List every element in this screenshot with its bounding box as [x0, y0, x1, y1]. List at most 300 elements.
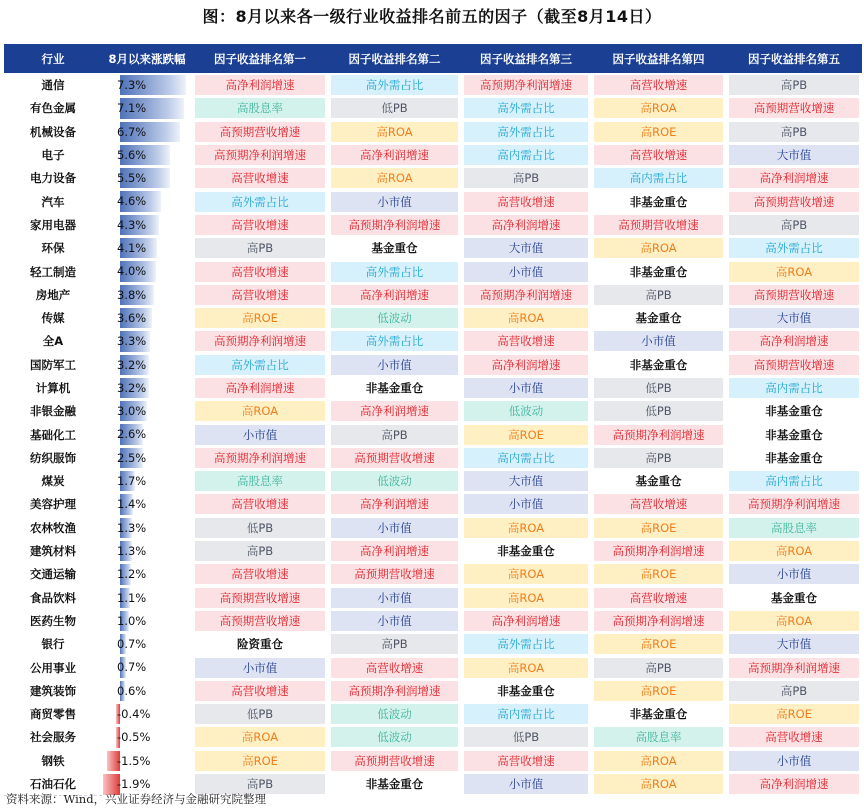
- change-value: 1.2%: [117, 567, 147, 582]
- factor-cell-rank-5: [726, 679, 862, 702]
- factor-label: 大市值: [729, 145, 859, 165]
- industry-cell: 传媒: [4, 306, 102, 329]
- change-cell: [102, 376, 192, 399]
- factor-label: 低波动: [331, 471, 458, 491]
- table-row: [4, 237, 862, 260]
- table-row: [4, 143, 862, 166]
- factor-label: 高预期营收增速: [729, 355, 859, 375]
- factor-cell-rank-4: [591, 726, 726, 749]
- column-header-rank-2: 因子收益排名第二: [328, 44, 461, 74]
- factor-label: 高营收增速: [195, 681, 325, 701]
- industry-cell: 建筑材料: [4, 539, 102, 562]
- factor-label: 小市值: [331, 192, 458, 212]
- table-row: [4, 306, 862, 329]
- factor-cell-rank-3: [461, 470, 591, 493]
- table-row: [4, 563, 862, 586]
- factor-label: 非基金重仓: [729, 401, 859, 421]
- change-value: 1.3%: [117, 543, 147, 558]
- factor-cell-rank-5: [726, 400, 862, 423]
- change-value: 5.5%: [117, 171, 147, 186]
- factor-cell-rank-2: [328, 74, 461, 97]
- factor-label: 高ROE: [594, 122, 723, 142]
- factor-label: 高营收增速: [464, 751, 588, 771]
- industry-cell: 食品饮料: [4, 586, 102, 609]
- factor-cell-rank-4: [591, 703, 726, 726]
- factor-label: 非基金重仓: [594, 704, 723, 724]
- factor-cell-rank-1: [192, 237, 328, 260]
- column-header-industry: 行业: [4, 44, 102, 74]
- industry-cell: 计算机: [4, 376, 102, 399]
- factor-label: 高ROE: [195, 751, 325, 771]
- factor-label: 高股息率: [195, 471, 325, 491]
- factor-cell-rank-2: [328, 516, 461, 539]
- factor-cell-rank-5: [726, 97, 862, 120]
- factor-label: 高PB: [195, 238, 325, 258]
- factor-label: 大市值: [464, 238, 588, 258]
- factor-cell-rank-4: [591, 376, 726, 399]
- factor-label: 高营收增速: [195, 564, 325, 584]
- factor-label: 高净利润增速: [729, 331, 859, 351]
- factor-cell-rank-5: [726, 726, 862, 749]
- factor-label: 高外需占比: [331, 75, 458, 95]
- column-header-rank-3: 因子收益排名第三: [461, 44, 591, 74]
- change-value: -0.5%: [117, 730, 151, 745]
- factor-cell-rank-1: [192, 539, 328, 562]
- factor-label: 高ROE: [594, 564, 723, 584]
- change-cell: [102, 609, 192, 632]
- table-row: [4, 470, 862, 493]
- factor-cell-rank-2: [328, 493, 461, 516]
- table-row: [4, 260, 862, 283]
- factor-label: 基金重仓: [594, 471, 723, 491]
- factor-cell-rank-3: [461, 539, 591, 562]
- change-value: 1.3%: [117, 520, 147, 535]
- industry-cell: 医药生物: [4, 609, 102, 632]
- column-header-rank-1: 因子收益排名第一: [192, 44, 328, 74]
- factor-label: 高PB: [729, 681, 859, 701]
- factor-cell-rank-5: [726, 353, 862, 376]
- change-value: 4.3%: [117, 217, 147, 232]
- column-header-change: 8月以来涨跌幅: [102, 44, 192, 74]
- factor-label: 高ROE: [729, 704, 859, 724]
- factor-label: 高净利润增速: [331, 541, 458, 561]
- factor-cell-rank-5: [726, 120, 862, 143]
- table-row: [4, 633, 862, 656]
- factor-cell-rank-4: [591, 446, 726, 469]
- change-value: 0.7%: [117, 637, 147, 652]
- factor-label: 高ROE: [594, 518, 723, 538]
- factor-label: 高内需占比: [464, 145, 588, 165]
- table-row: [4, 446, 862, 469]
- factor-cell-rank-3: [461, 143, 591, 166]
- header-row: [4, 44, 862, 74]
- change-cell: [102, 190, 192, 213]
- factor-cell-rank-3: [461, 376, 591, 399]
- industry-cell: 基础化工: [4, 423, 102, 446]
- factor-label: 高外需占比: [331, 262, 458, 282]
- factor-label: 高预期净利润增速: [729, 494, 859, 514]
- change-cell: [102, 633, 192, 656]
- industry-cell: 美容护理: [4, 493, 102, 516]
- factor-cell-rank-4: [591, 679, 726, 702]
- factor-label: 高预期营收增速: [594, 215, 723, 235]
- change-value: 3.8%: [117, 287, 147, 302]
- factor-cell-rank-1: [192, 586, 328, 609]
- factor-cell-rank-5: [726, 190, 862, 213]
- factor-cell-rank-5: [726, 772, 862, 795]
- change-cell: [102, 353, 192, 376]
- table-row: [4, 586, 862, 609]
- factor-label: 高外需占比: [464, 122, 588, 142]
- factor-label: 小市值: [729, 564, 859, 584]
- factor-cell-rank-5: [726, 167, 862, 190]
- factor-cell-rank-2: [328, 143, 461, 166]
- factor-label: 高内需占比: [464, 704, 588, 724]
- factor-cell-rank-2: [328, 167, 461, 190]
- factor-label: 高ROA: [594, 98, 723, 118]
- factor-label: 高预期净利润增速: [464, 285, 588, 305]
- factor-cell-rank-3: [461, 167, 591, 190]
- change-cell: [102, 423, 192, 446]
- change-cell: [102, 749, 192, 772]
- factor-cell-rank-5: [726, 539, 862, 562]
- factor-label: 高ROA: [464, 564, 588, 584]
- change-value: 4.1%: [117, 241, 147, 256]
- factor-cell-rank-5: [726, 516, 862, 539]
- factor-label: 高营收增速: [195, 168, 325, 188]
- factor-cell-rank-5: [726, 260, 862, 283]
- factor-cell-rank-1: [192, 446, 328, 469]
- factor-label: 非基金重仓: [594, 355, 723, 375]
- factor-cell-rank-4: [591, 516, 726, 539]
- factor-cell-rank-3: [461, 656, 591, 679]
- change-value: 3.0%: [117, 404, 147, 419]
- factor-label: 非基金重仓: [464, 541, 588, 561]
- factor-label: 低PB: [594, 378, 723, 398]
- factor-label: 高预期营收增速: [331, 564, 458, 584]
- factor-label: 小市值: [331, 518, 458, 538]
- factor-cell-rank-4: [591, 772, 726, 795]
- factor-cell-rank-2: [328, 563, 461, 586]
- factor-label: 高预期净利润增速: [195, 331, 325, 351]
- factor-cell-rank-2: [328, 120, 461, 143]
- factor-cell-rank-4: [591, 213, 726, 236]
- factor-cell-rank-2: [328, 772, 461, 795]
- factor-cell-rank-4: [591, 237, 726, 260]
- table-row: [4, 74, 862, 97]
- factor-label: 高营收增速: [331, 658, 458, 678]
- industry-cell: 商贸零售: [4, 703, 102, 726]
- factor-cell-rank-1: [192, 679, 328, 702]
- factor-label: 高ROE: [594, 681, 723, 701]
- factor-label: 低波动: [331, 308, 458, 328]
- factor-label: 非基金重仓: [331, 378, 458, 398]
- change-cell: [102, 679, 192, 702]
- factor-cell-rank-5: [726, 749, 862, 772]
- factor-cell-rank-1: [192, 749, 328, 772]
- factor-cell-rank-5: [726, 609, 862, 632]
- factor-label: 高PB: [195, 774, 325, 794]
- change-value: 4.0%: [117, 264, 147, 279]
- industry-cell: 建筑装饰: [4, 679, 102, 702]
- factor-cell-rank-1: [192, 353, 328, 376]
- change-cell: [102, 330, 192, 353]
- change-value: -0.4%: [117, 707, 151, 722]
- factor-label: 高内需占比: [729, 471, 859, 491]
- factor-cell-rank-5: [726, 283, 862, 306]
- factor-cell-rank-1: [192, 120, 328, 143]
- change-value: 2.5%: [117, 450, 147, 465]
- factor-cell-rank-2: [328, 446, 461, 469]
- factor-label: 高预期营收增速: [729, 98, 859, 118]
- factor-cell-rank-5: [726, 330, 862, 353]
- factor-cell-rank-4: [591, 353, 726, 376]
- factor-label: 高外需占比: [195, 355, 325, 375]
- factor-cell-rank-4: [591, 143, 726, 166]
- factor-label: 大市值: [464, 471, 588, 491]
- factor-label: 高外需占比: [331, 331, 458, 351]
- factor-cell-rank-2: [328, 330, 461, 353]
- factor-cell-rank-1: [192, 726, 328, 749]
- industry-cell: 有色金属: [4, 97, 102, 120]
- factor-label: 高净利润增速: [195, 378, 325, 398]
- factor-cell-rank-5: [726, 586, 862, 609]
- factor-cell-rank-2: [328, 609, 461, 632]
- factor-cell-rank-4: [591, 493, 726, 516]
- factor-cell-rank-2: [328, 376, 461, 399]
- factor-cell-rank-2: [328, 423, 461, 446]
- table-row: [4, 120, 862, 143]
- factor-cell-rank-4: [591, 586, 726, 609]
- factor-cell-rank-2: [328, 283, 461, 306]
- factor-cell-rank-2: [328, 190, 461, 213]
- factor-label: 低PB: [195, 704, 325, 724]
- factor-label: 高预期净利润增速: [594, 611, 723, 631]
- factor-cell-rank-3: [461, 749, 591, 772]
- factor-cell-rank-4: [591, 633, 726, 656]
- factor-label: 高ROE: [594, 634, 723, 654]
- factor-label: 高ROA: [594, 774, 723, 794]
- factor-label: 高营收增速: [594, 588, 723, 608]
- factor-label: 高内需占比: [464, 448, 588, 468]
- factor-cell-rank-2: [328, 237, 461, 260]
- factor-cell-rank-3: [461, 586, 591, 609]
- factor-cell-rank-1: [192, 400, 328, 423]
- factor-cell-rank-5: [726, 633, 862, 656]
- factor-cell-rank-3: [461, 330, 591, 353]
- industry-cell: 石油石化: [4, 772, 102, 795]
- factor-label: 高净利润增速: [729, 774, 859, 794]
- factor-label: 高营收增速: [195, 262, 325, 282]
- factor-label: 小市值: [464, 262, 588, 282]
- factor-cell-rank-2: [328, 306, 461, 329]
- industry-cell: 电子: [4, 143, 102, 166]
- factor-cell-rank-1: [192, 213, 328, 236]
- factor-label: 高ROE: [195, 308, 325, 328]
- change-value: -1.9%: [117, 776, 151, 791]
- change-cell: [102, 283, 192, 306]
- factor-cell-rank-5: [726, 423, 862, 446]
- industry-cell: 环保: [4, 237, 102, 260]
- table-body: [4, 74, 862, 796]
- factor-label: 高营收增速: [594, 75, 723, 95]
- factor-label: 高股息率: [594, 727, 723, 747]
- factor-cell-rank-5: [726, 306, 862, 329]
- change-cell: [102, 539, 192, 562]
- factor-cell-rank-1: [192, 703, 328, 726]
- table-row: [4, 213, 862, 236]
- factor-cell-rank-1: [192, 423, 328, 446]
- factor-cell-rank-2: [328, 726, 461, 749]
- factor-cell-rank-2: [328, 260, 461, 283]
- factor-label: 高股息率: [729, 518, 859, 538]
- factor-cell-rank-5: [726, 376, 862, 399]
- factor-label: 高PB: [594, 448, 723, 468]
- change-value: 5.6%: [117, 147, 147, 162]
- factor-label: 小市值: [594, 331, 723, 351]
- factor-label: 低PB: [464, 727, 588, 747]
- factor-label: 小市值: [331, 588, 458, 608]
- table-row: [4, 749, 862, 772]
- factor-label: 高预期净利润增速: [594, 541, 723, 561]
- factor-cell-rank-2: [328, 97, 461, 120]
- factor-cell-rank-1: [192, 376, 328, 399]
- factor-label: 非基金重仓: [331, 774, 458, 794]
- industry-cell: 电力设备: [4, 167, 102, 190]
- table-row: [4, 376, 862, 399]
- industry-cell: 全A: [4, 330, 102, 353]
- factor-cell-rank-3: [461, 260, 591, 283]
- factor-label: 高内需占比: [729, 378, 859, 398]
- change-value: 7.3%: [117, 78, 147, 92]
- factor-ranking-table: [4, 44, 862, 796]
- factor-cell-rank-1: [192, 306, 328, 329]
- table-row: [4, 400, 862, 423]
- change-value: 1.0%: [117, 613, 147, 628]
- factor-cell-rank-1: [192, 609, 328, 632]
- factor-label: 高净利润增速: [195, 75, 325, 95]
- factor-label: 高净利润增速: [464, 355, 588, 375]
- factor-cell-rank-4: [591, 423, 726, 446]
- factor-label: 低波动: [331, 704, 458, 724]
- factor-label: 高预期净利润增速: [195, 145, 325, 165]
- factor-cell-rank-4: [591, 563, 726, 586]
- factor-cell-rank-3: [461, 190, 591, 213]
- factor-cell-rank-4: [591, 97, 726, 120]
- factor-cell-rank-5: [726, 493, 862, 516]
- factor-cell-rank-4: [591, 167, 726, 190]
- factor-label: 高预期营收增速: [195, 588, 325, 608]
- industry-cell: 国防军工: [4, 353, 102, 376]
- factor-cell-rank-2: [328, 353, 461, 376]
- table-row: [4, 772, 862, 795]
- change-cell: [102, 563, 192, 586]
- factor-label: 低波动: [331, 727, 458, 747]
- factor-label: 低波动: [464, 401, 588, 421]
- factor-cell-rank-5: [726, 656, 862, 679]
- factor-label: 高ROA: [195, 727, 325, 747]
- factor-label: 高ROA: [464, 658, 588, 678]
- factor-cell-rank-4: [591, 656, 726, 679]
- table-row: [4, 353, 862, 376]
- change-cell: [102, 237, 192, 260]
- factor-cell-rank-3: [461, 423, 591, 446]
- factor-label: 高净利润增速: [331, 285, 458, 305]
- factor-cell-rank-3: [461, 772, 591, 795]
- factor-label: 高营收增速: [729, 727, 859, 747]
- factor-label: 低PB: [594, 401, 723, 421]
- factor-label: 高PB: [594, 285, 723, 305]
- factor-cell-rank-3: [461, 283, 591, 306]
- industry-cell: 轻工制造: [4, 260, 102, 283]
- industry-cell: 银行: [4, 633, 102, 656]
- factor-label: 小市值: [195, 658, 325, 678]
- factor-cell-rank-4: [591, 330, 726, 353]
- factor-label: 小市值: [729, 751, 859, 771]
- table-row: [4, 97, 862, 120]
- table-row: [4, 167, 862, 190]
- factor-cell-rank-1: [192, 516, 328, 539]
- factor-cell-rank-3: [461, 446, 591, 469]
- change-value: -1.5%: [117, 753, 151, 768]
- change-cell: [102, 586, 192, 609]
- factor-cell-rank-1: [192, 260, 328, 283]
- industry-cell: 社会服务: [4, 726, 102, 749]
- factor-label: 高外需占比: [464, 634, 588, 654]
- change-value: 6.7%: [117, 124, 147, 139]
- factor-cell-rank-1: [192, 633, 328, 656]
- factor-label: 非基金重仓: [729, 425, 859, 445]
- factor-cell-rank-4: [591, 190, 726, 213]
- change-cell: [102, 120, 192, 143]
- factor-label: 高预期净利润增速: [464, 75, 588, 95]
- table-row: [4, 726, 862, 749]
- factor-label: 非基金重仓: [729, 448, 859, 468]
- factor-label: 小市值: [464, 494, 588, 514]
- industry-cell: 家用电器: [4, 213, 102, 236]
- table-row: [4, 283, 862, 306]
- factor-label: 高净利润增速: [331, 494, 458, 514]
- factor-label: 非基金重仓: [594, 262, 723, 282]
- factor-cell-rank-3: [461, 97, 591, 120]
- factor-cell-rank-5: [726, 213, 862, 236]
- change-value: 1.4%: [117, 497, 147, 512]
- factor-cell-rank-4: [591, 260, 726, 283]
- factor-label: 高PB: [331, 634, 458, 654]
- factor-cell-rank-2: [328, 703, 461, 726]
- industry-cell: 房地产: [4, 283, 102, 306]
- factor-label: 低PB: [195, 518, 325, 538]
- factor-label: 高外需占比: [195, 192, 325, 212]
- factor-cell-rank-3: [461, 679, 591, 702]
- factor-label: 高ROA: [331, 122, 458, 142]
- factor-cell-rank-1: [192, 143, 328, 166]
- industry-cell: 农林牧渔: [4, 516, 102, 539]
- change-value: 3.2%: [117, 357, 147, 372]
- change-cell: [102, 470, 192, 493]
- factor-cell-rank-4: [591, 400, 726, 423]
- factor-label: 高预期营收增速: [195, 611, 325, 631]
- factor-label: 高PB: [464, 168, 588, 188]
- change-cell: [102, 306, 192, 329]
- factor-label: 高预期营收增速: [331, 448, 458, 468]
- factor-label: 小市值: [331, 611, 458, 631]
- factor-cell-rank-2: [328, 586, 461, 609]
- factor-label: 高预期营收增速: [729, 192, 859, 212]
- factor-label: 高PB: [729, 215, 859, 235]
- factor-label: 高外需占比: [729, 238, 859, 258]
- change-cell: [102, 74, 192, 97]
